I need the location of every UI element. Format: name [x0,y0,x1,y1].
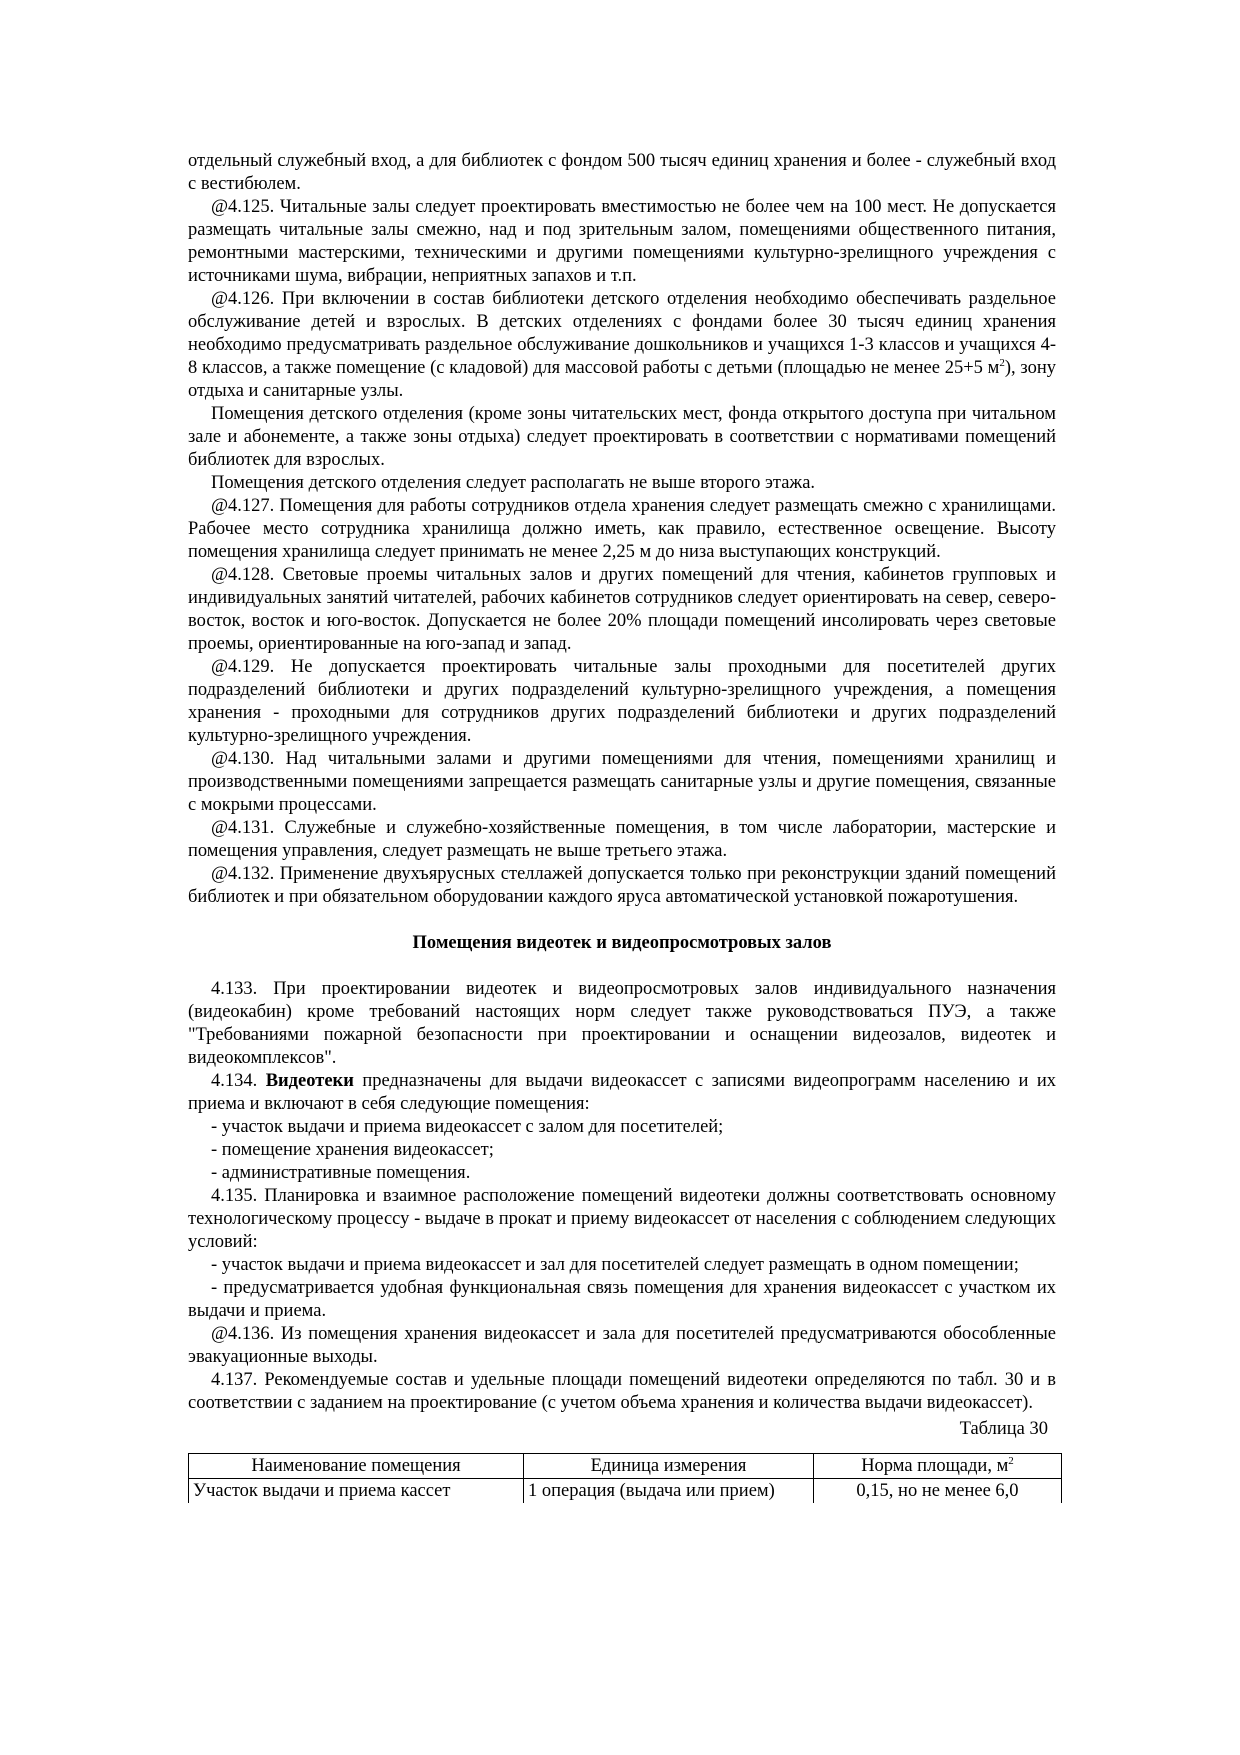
document-page [188,150,1056,1503]
paragraph-4-135: 4.135. Планировка и взаимное расположение помещений видеотеки должны соответствовать основному технологическому процессу - выдаче в прокат и приему видеокассет от населения с соблюдением следующих условий: [188,1186,1056,1252]
paragraph-4-134-bold-term: Видеотеки [265,1071,354,1091]
table-header-cell-text: Норма площади, м [861,1456,1009,1476]
list-item: - участок выдачи и приема видеокассет с залом для посетителей; [211,1117,724,1137]
paragraph-children-rooms: Помещения детского отделения (кроме зоны читательских мест, фонда открытого доступа при читальном зале и абонементе, а также зоны отдыха) следует проектировать в соответствии с нормативами помещений библиотек для взрослых. [188,404,1056,470]
paragraph-4-136: @4.136. Из помещения хранения видеокассет и зала для посетителей предусматриваются обособленные эвакуационные выходы. [188,1324,1056,1367]
list-item: - предусматривается удобная функциональная связь помещения для хранения видеокассет с участком их выдачи и приема. [188,1278,1056,1321]
paragraph-4-125: @4.125. Читальные залы следует проектировать вместимостью не более чем на 100 мест. Не допускается размещать читальные залы смежно, над и под зрительным залом, помещениями общественного питания, ремонтными мастерскими, техническими и другими помещениями культурно-зрелищного учреждения с источниками шума, вибрации, неприятных запахов и т.п. [188,197,1056,286]
paragraph-4-126 [188,288,1056,403]
paragraph-4-127: @4.127. Помещения для работы сотрудников отдела хранения следует размещать смежно с хранилищами. Рабочее место сотрудника хранилища должно иметь, как правило, естественное освещение. Высоту помещения хранилища следует принимать не менее 2,25 м до низа выступающих конструкций. [188,496,1056,562]
table-cell: Участок выдачи и приема кассет [189,1479,524,1504]
paragraph-4-134-rest: предназначены для выдачи видеокассет с записями видеопрограмм населению и их приема и включают в себя следующие помещения: [188,1071,1057,1114]
paragraph-4-128: @4.128. Световые проемы читальных залов и других помещений для чтения, кабинетов групповых и индивидуальных занятий читателей, рабочих кабинетов сотрудников следует ориентировать на север, северо-восток, восток и юго-восток. Допускается не более 20% площади помещений инсолировать через световые проемы, ориентированные на юго-запад и запад. [188,565,1056,654]
paragraph-service-entrance: отдельный служебный вход, а для библиотек с фондом 500 тысяч единиц хранения и более - служебный вход с вестибюлем. [188,151,1056,194]
paragraph-children-floor: Помещения детского отделения следует располагать не выше второго этажа. [211,473,816,493]
table-caption: Таблица 30 [959,1419,1048,1439]
paragraph-4-134 [188,1070,1056,1116]
superscript-2: 2 [999,356,1005,369]
table-header-cell: Наименование помещения [189,1454,524,1479]
list-item: - участок выдачи и приема видеокассет и зал для посетителей следует размещать в одном помещении; [211,1255,1019,1275]
table-row [189,1479,1062,1504]
table-header-cell: Единица измерения [524,1454,814,1479]
paragraph-4-126-tail: ), зону отдыха и санитарные узлы. [188,358,1056,401]
table-header-row [189,1454,1062,1479]
superscript-2: 2 [1008,1454,1014,1467]
paragraph-4-129: @4.129. Не допускается проектировать читальные залы проходными для посетителей других подразделений библиотеки и других подразделений культурно-зрелищного учреждения, а помещения хранения - проходными для сотрудников других подразделений библиотеки и других подразделений культурно-зрелищного учреждения. [188,657,1056,746]
table-cell: 0,15, но не менее 6,0 [814,1479,1062,1504]
paragraph-4-133: 4.133. При проектировании видеотек и видеопросмотровых залов индивидуального назначения (видеокабин) кроме требований настоящих норм следует также руководствоваться ПУЭ, а также "Требованиями пожарной безопасности при проектировании и оснащении видеозалов, видеотек и видеокомплексов". [188,979,1056,1068]
table-header-cell [814,1454,1062,1479]
paragraph-4-126-text: @4.126. При включении в состав библиотеки детского отделения необходимо обеспечивать раздельное обслуживание детей и взрослых. В детских отделениях с фондами более 30 тысяч единиц хранения необходимо предусматривать раздельное обслуживание дошкольников и учащихся 1-3 классов и учащихся 4-8 классов, а также помещение (с кладовой) для массовой работы с детьми (площадью не менее 25+5 м [188,289,1056,378]
paragraph-4-131: @4.131. Служебные и служебно-хозяйственные помещения, в том числе лаборатории, мастерские и помещения управления, следует размещать не выше третьего этажа. [188,818,1056,861]
paragraph-4-132: @4.132. Применение двухъярусных стеллажей допускается только при реконструкции зданий помещений библиотек и при обязательном оборудовании каждого яруса автоматической установкой пожаротушения. [188,864,1056,907]
paragraph-4-137: 4.137. Рекомендуемые состав и удельные площади помещений видеотеки определяются по табл. 30 и в соответствии с заданием на проектирование (с учетом объема хранения и количества выдачи видеокассет). [188,1370,1056,1413]
list-item: - административные помещения. [211,1163,471,1183]
table-cell: 1 операция (выдача или прием) [524,1479,814,1504]
section-heading: Помещения видеотек и видеопросмотровых залов [412,933,832,953]
paragraph-4-134-prefix: 4.134. [211,1071,266,1091]
paragraph-4-130: @4.130. Над читальными залами и другими помещениями для чтения, помещениями хранилищ и производственными помещениями запрещается размещать санитарные узлы и другие помещения, связанные с мокрыми процессами. [188,749,1056,815]
table-30 [188,1453,1062,1503]
list-item: - помещение хранения видеокассет; [211,1140,494,1160]
